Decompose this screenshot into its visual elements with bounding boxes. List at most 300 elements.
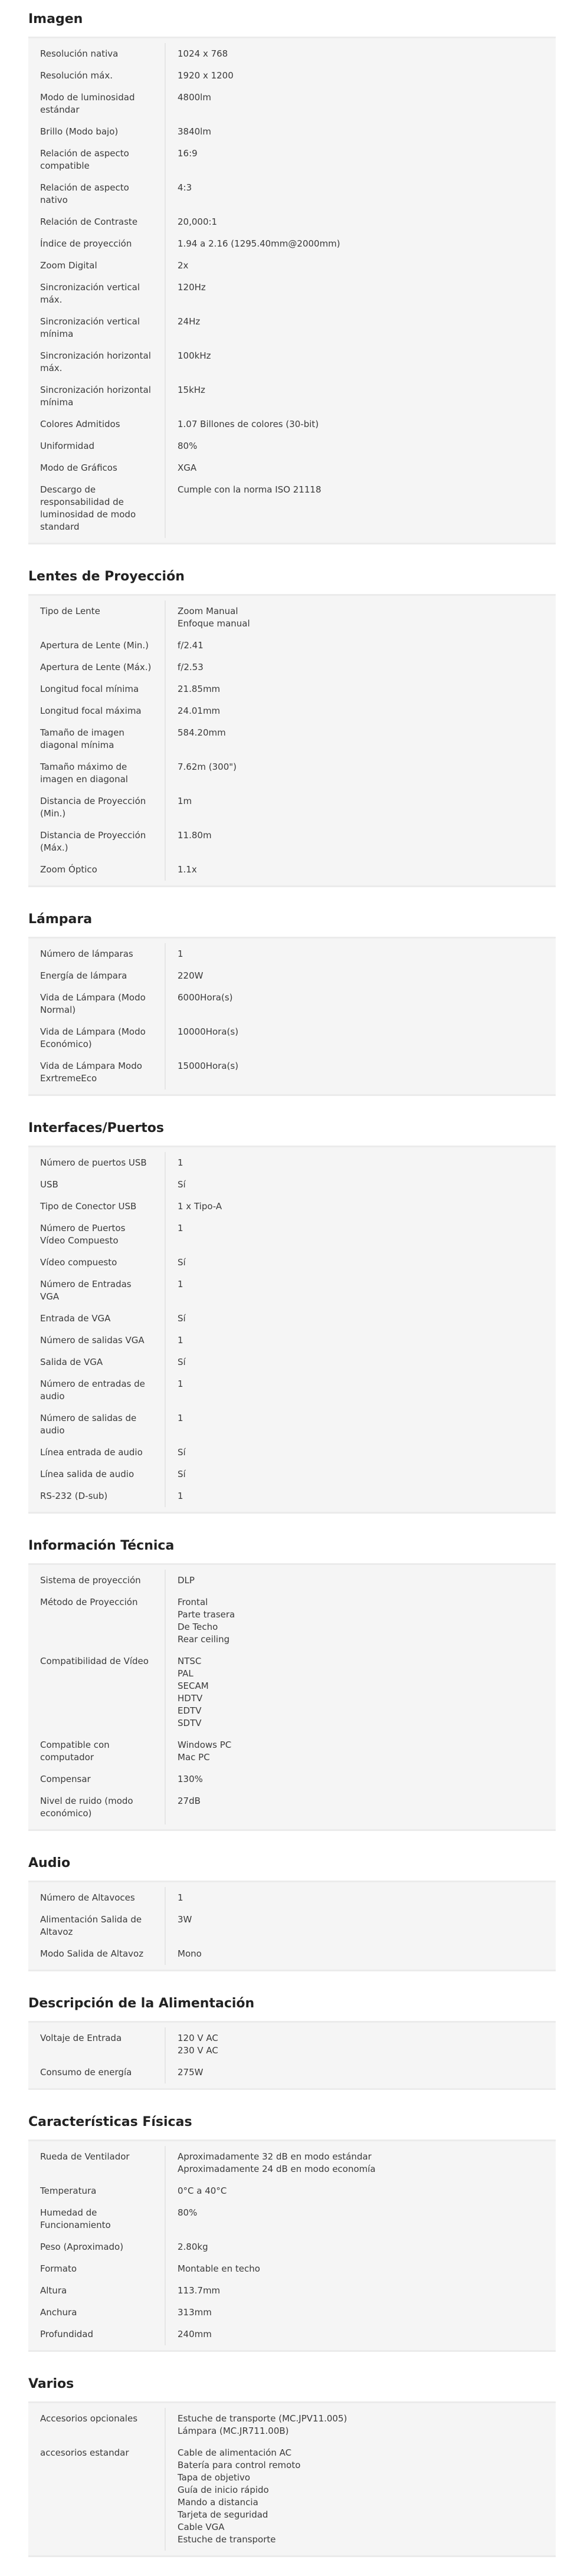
spec-row — [28, 2027, 556, 2062]
spec-row — [28, 1463, 556, 1485]
spec-value-line: 275W — [178, 2067, 204, 2078]
spec-value — [166, 790, 556, 825]
spec-row — [28, 965, 556, 987]
spec-section-lentes-de-proyeccion — [24, 562, 560, 887]
spec-value — [166, 1943, 556, 1965]
spec-row — [28, 1152, 556, 1174]
spec-value-line: 3840lm — [178, 126, 211, 137]
spec-label: Sincronización vertical máx. — [28, 277, 166, 311]
spec-value — [166, 1330, 556, 1351]
spec-value — [166, 1463, 556, 1485]
spec-value — [166, 1274, 556, 1308]
spec-value — [166, 2324, 556, 2345]
spec-row — [28, 479, 556, 538]
spec-value — [166, 700, 556, 722]
spec-value-line: Sí — [178, 1313, 186, 1324]
spec-value — [166, 177, 556, 211]
spec-row — [28, 1887, 556, 1909]
spec-row — [28, 435, 556, 457]
spec-value-line: SDTV — [178, 1718, 202, 1728]
spec-label: Relación de Contraste — [28, 211, 166, 233]
spec-row — [28, 345, 556, 379]
spec-value-line: 80% — [178, 2207, 198, 2218]
spec-value — [166, 479, 556, 538]
spec-value-line: 24Hz — [178, 316, 201, 327]
spec-row — [28, 756, 556, 790]
spec-value-line: 113.7mm — [178, 2285, 221, 2296]
spec-value — [166, 87, 556, 121]
spec-row — [28, 233, 556, 255]
spec-value — [166, 65, 556, 87]
spec-row — [28, 1442, 556, 1463]
spec-row — [28, 255, 556, 277]
spec-value — [166, 635, 556, 657]
spec-label: Línea salida de audio — [28, 1463, 166, 1485]
spec-value — [166, 435, 556, 457]
spec-value — [166, 233, 556, 255]
spec-value-line: Lámpara (MC.JR711.00B) — [178, 2426, 289, 2436]
spec-value-line: Montable en techo — [178, 2263, 260, 2274]
spec-label: Compatible con computador — [28, 1734, 166, 1768]
spec-value-line: Cable de alimentación AC — [178, 2447, 292, 2458]
spec-row — [28, 414, 556, 435]
spec-value-line: Aproximadamente 24 dB en modo economía — [178, 2164, 376, 2174]
spec-label: Uniformidad — [28, 435, 166, 457]
spec-label: Apertura de Lente (Máx.) — [28, 657, 166, 678]
spec-label: Modo Salida de Altavoz — [28, 1943, 166, 1965]
spec-value-line: 1m — [178, 796, 192, 806]
spec-label: Resolución nativa — [28, 43, 166, 65]
spec-value — [166, 1252, 556, 1274]
spec-label: Sincronización horizontal mínima — [28, 379, 166, 414]
spec-row — [28, 2408, 556, 2442]
spec-label: Temperatura — [28, 2180, 166, 2202]
spec-label: Nivel de ruido (modo económico) — [28, 1790, 166, 1824]
spec-row — [28, 678, 556, 700]
spec-value — [166, 2408, 556, 2442]
spec-section-caracteristicas-fisicas — [24, 2108, 560, 2352]
spec-row — [28, 1351, 556, 1373]
spec-value — [166, 255, 556, 277]
spec-label: Energía de lámpara — [28, 965, 166, 987]
spec-value-line: Tapa de objetivo — [178, 2472, 251, 2483]
spec-value — [166, 756, 556, 790]
spec-label: Profundidad — [28, 2324, 166, 2345]
spec-value — [166, 2146, 556, 2180]
spec-value-line: 240mm — [178, 2329, 212, 2339]
spec-label: Salida de VGA — [28, 1351, 166, 1373]
spec-label: Tipo de Lente — [28, 600, 166, 635]
spec-value-line: 130% — [178, 1774, 203, 1784]
spec-value — [166, 1351, 556, 1373]
spec-label: Número de salidas VGA — [28, 1330, 166, 1351]
spec-value — [166, 121, 556, 143]
spec-value — [166, 211, 556, 233]
spec-section-varios — [24, 2370, 560, 2557]
spec-value-line: 15000Hora(s) — [178, 1061, 239, 1071]
spec-label: Descargo de responsabilidad de luminosidad de modo standard — [28, 479, 166, 538]
spec-value-line: 1.1x — [178, 864, 197, 875]
spec-row — [28, 1055, 556, 1090]
spec-row — [28, 1790, 556, 1824]
spec-value-line: Mono — [178, 1948, 202, 1959]
spec-value-line: Frontal — [178, 1597, 208, 1607]
spec-value — [166, 657, 556, 678]
spec-value-line: Guía de inicio rápido — [178, 2485, 269, 2495]
spec-label: Longitud focal mínima — [28, 678, 166, 700]
section-title: Varios — [28, 2377, 74, 2391]
spec-label: Rueda de Ventilador — [28, 2146, 166, 2180]
spec-label: Altura — [28, 2280, 166, 2302]
spec-row — [28, 457, 556, 479]
spec-value-line: Parte trasera — [178, 1609, 235, 1620]
spec-value-line: HDTV — [178, 1693, 203, 1704]
spec-row — [28, 1021, 556, 1055]
spec-row — [28, 43, 556, 65]
spec-row — [28, 987, 556, 1021]
spec-value-line: 1 x Tipo-A — [178, 1201, 222, 1212]
spec-value-line: Sí — [178, 1469, 186, 1479]
spec-row — [28, 2236, 556, 2258]
spec-value — [166, 1650, 556, 1734]
spec-row — [28, 2202, 556, 2236]
spec-row — [28, 1174, 556, 1196]
spec-row — [28, 825, 556, 859]
spec-value-line: Enfoque manual — [178, 618, 250, 629]
spec-value — [166, 311, 556, 345]
spec-label: Vida de Lámpara (Modo Normal) — [28, 987, 166, 1021]
section-title: Características Físicas — [28, 2115, 192, 2129]
spec-label: Número de salidas de audio — [28, 1407, 166, 1442]
spec-label: Zoom Digital — [28, 255, 166, 277]
spec-label: Formato — [28, 2258, 166, 2280]
spec-row — [28, 943, 556, 965]
spec-value-line: f/2.53 — [178, 662, 204, 672]
spec-value-line: 1 — [178, 1223, 183, 1233]
spec-value-line: De Techo — [178, 1622, 218, 1632]
spec-value — [166, 2062, 556, 2083]
spec-label: Relación de aspecto compatible — [28, 143, 166, 177]
spec-label: USB — [28, 1174, 166, 1196]
spec-value-line: NTSC — [178, 1656, 202, 1666]
spec-value-line: 4800lm — [178, 92, 211, 103]
spec-value — [166, 1442, 556, 1463]
spec-value-line: SECAM — [178, 1681, 209, 1691]
spec-section-audio — [24, 1849, 560, 1971]
spec-row — [28, 1252, 556, 1274]
spec-value-line: 11.80m — [178, 830, 212, 841]
spec-table — [28, 2021, 556, 2090]
spec-value-line: PAL — [178, 1668, 193, 1679]
spec-section-interfaces-puertos — [24, 1114, 560, 1514]
spec-value — [166, 1373, 556, 1407]
spec-value — [166, 2442, 556, 2551]
spec-table — [28, 1146, 556, 1514]
spec-label: Tamaño de imagen diagonal mínima — [28, 722, 166, 756]
spec-table — [28, 2139, 556, 2352]
spec-label: Compatibilidad de Vídeo — [28, 1650, 166, 1734]
spec-row — [28, 177, 556, 211]
spec-row — [28, 2180, 556, 2202]
spec-value — [166, 1768, 556, 1790]
spec-value-line: Rear ceiling — [178, 1634, 230, 1645]
spec-row — [28, 2062, 556, 2083]
section-title: Audio — [28, 1856, 71, 1871]
section-title: Descripción de la Alimentación — [28, 1996, 255, 2011]
spec-value-line: 2.80kg — [178, 2242, 208, 2252]
spec-row — [28, 1407, 556, 1442]
spec-row — [28, 1373, 556, 1407]
spec-value — [166, 859, 556, 881]
spec-label: Tipo de Conector USB — [28, 1196, 166, 1218]
spec-value — [166, 1734, 556, 1768]
spec-table — [28, 37, 556, 544]
spec-row — [28, 211, 556, 233]
spec-value-line: 313mm — [178, 2307, 212, 2318]
spec-value — [166, 1055, 556, 1090]
spec-label: Peso (Aproximado) — [28, 2236, 166, 2258]
spec-label: Relación de aspecto nativo — [28, 177, 166, 211]
spec-value-line: Sí — [178, 1357, 186, 1367]
spec-value — [166, 1218, 556, 1252]
spec-value — [166, 1021, 556, 1055]
spec-label: Número de Puertos Vídeo Compuesto — [28, 1218, 166, 1252]
section-title: Lentes de Proyección — [28, 569, 185, 584]
spec-value-line: 1 — [178, 1892, 183, 1903]
spec-value-line: EDTV — [178, 1705, 202, 1716]
spec-value-line: Sí — [178, 1257, 186, 1268]
spec-label: Tamaño máximo de imagen en diagonal — [28, 756, 166, 790]
section-title: Información Técnica — [28, 1538, 175, 1553]
spec-value-line: 2x — [178, 260, 189, 271]
spec-value — [166, 1909, 556, 1943]
spec-label: Anchura — [28, 2302, 166, 2324]
spec-row — [28, 2280, 556, 2302]
spec-value-line: Sí — [178, 1447, 186, 1458]
spec-value-line: Zoom Manual — [178, 606, 238, 616]
spec-value-line: 80% — [178, 441, 198, 451]
spec-label: Vida de Lámpara (Modo Económico) — [28, 1021, 166, 1055]
spec-label: Número de Entradas VGA — [28, 1274, 166, 1308]
spec-value — [166, 1174, 556, 1196]
spec-value — [166, 1407, 556, 1442]
spec-value — [166, 825, 556, 859]
spec-value — [166, 1887, 556, 1909]
spec-table — [28, 1881, 556, 1971]
spec-row — [28, 859, 556, 881]
spec-value-line: Aproximadamente 32 dB en modo estándar — [178, 2151, 372, 2162]
spec-label: Línea entrada de audio — [28, 1442, 166, 1463]
spec-value-line: 15kHz — [178, 385, 205, 395]
spec-section-informacion-tecnica — [24, 1531, 560, 1831]
spec-value — [166, 1196, 556, 1218]
spec-value — [166, 1152, 556, 1174]
spec-value — [166, 2258, 556, 2280]
spec-label: Sistema de proyección — [28, 1570, 166, 1591]
spec-value-line: 10000Hora(s) — [178, 1026, 239, 1037]
spec-value — [166, 345, 556, 379]
spec-value — [166, 2302, 556, 2324]
spec-row — [28, 790, 556, 825]
spec-section-imagen — [24, 5, 560, 544]
spec-label: Compensar — [28, 1768, 166, 1790]
spec-value-line: 24.01mm — [178, 705, 221, 716]
spec-value — [166, 457, 556, 479]
spec-label: Voltaje de Entrada — [28, 2027, 166, 2062]
spec-label: Longitud focal máxima — [28, 700, 166, 722]
spec-value-line: 1 — [178, 1279, 183, 1289]
spec-label: Número de entradas de audio — [28, 1373, 166, 1407]
spec-label: Número de puertos USB — [28, 1152, 166, 1174]
spec-value-line: Mando a distancia — [178, 2497, 258, 2508]
spec-row — [28, 1218, 556, 1252]
spec-label: Accesorios opcionales — [28, 2408, 166, 2442]
spec-row — [28, 1591, 556, 1650]
spec-row — [28, 1650, 556, 1734]
spec-row — [28, 143, 556, 177]
spec-value — [166, 943, 556, 965]
spec-value-line: 220W — [178, 970, 204, 981]
spec-label: Sincronización horizontal máx. — [28, 345, 166, 379]
spec-value-line: 1 — [178, 1335, 183, 1346]
spec-value-line: 1.07 Billones de colores (30-bit) — [178, 419, 319, 429]
spec-value — [166, 379, 556, 414]
spec-row — [28, 2302, 556, 2324]
spec-value — [166, 414, 556, 435]
spec-value-line: Mac PC — [178, 1752, 210, 1763]
spec-row — [28, 722, 556, 756]
spec-value-line: 3W — [178, 1914, 192, 1925]
spec-label: Brillo (Modo bajo) — [28, 121, 166, 143]
spec-row — [28, 1330, 556, 1351]
spec-value-line: 230 V AC — [178, 2045, 218, 2056]
spec-value — [166, 1308, 556, 1330]
spec-value-line: f/2.41 — [178, 640, 204, 651]
spec-table — [28, 594, 556, 887]
spec-row — [28, 277, 556, 311]
spec-value-line: 120 V AC — [178, 2033, 218, 2043]
spec-row — [28, 2146, 556, 2180]
spec-row — [28, 2258, 556, 2280]
spec-value — [166, 2027, 556, 2062]
spec-value — [166, 2280, 556, 2302]
spec-value-line: 1 — [178, 1379, 183, 1389]
spec-value-line: 7.62m (300") — [178, 762, 237, 772]
spec-row — [28, 379, 556, 414]
spec-label: accesorios estandar — [28, 2442, 166, 2551]
spec-label: RS-232 (D-sub) — [28, 1485, 166, 1507]
spec-value-line: 1024 x 768 — [178, 48, 228, 59]
spec-value-line: Batería para control remoto — [178, 2460, 301, 2470]
section-title: Interfaces/Puertos — [28, 1121, 164, 1136]
spec-value — [166, 143, 556, 177]
spec-value-line: Estuche de transporte (MC.JPV11.005) — [178, 2413, 347, 2424]
spec-value — [166, 1485, 556, 1507]
spec-row — [28, 1734, 556, 1768]
spec-value-line: XGA — [178, 462, 197, 473]
spec-row — [28, 657, 556, 678]
spec-section-lampara — [24, 905, 560, 1096]
spec-label: Modo de luminosidad estándar — [28, 87, 166, 121]
spec-value — [166, 2236, 556, 2258]
spec-value-line: Sí — [178, 1179, 186, 1190]
spec-value-line: Windows PC — [178, 1740, 232, 1750]
spec-row — [28, 2442, 556, 2551]
spec-row — [28, 1274, 556, 1308]
spec-label: Distancia de Proyección (Máx.) — [28, 825, 166, 859]
spec-value-line: 1.94 a 2.16 (1295.40mm@2000mm) — [178, 238, 340, 249]
spec-value-line: 0°C a 40°C — [178, 2186, 227, 2196]
spec-value-line: 1920 x 1200 — [178, 70, 234, 81]
spec-value-line: 16:9 — [178, 148, 198, 159]
spec-label: Método de Proyección — [28, 1591, 166, 1650]
spec-row — [28, 635, 556, 657]
spec-value — [166, 1570, 556, 1591]
spec-label: Distancia de Proyección (Min.) — [28, 790, 166, 825]
spec-label: Modo de Gráficos — [28, 457, 166, 479]
spec-row — [28, 1768, 556, 1790]
spec-value — [166, 277, 556, 311]
spec-label: Consumo de energía — [28, 2062, 166, 2083]
section-title: Lámpara — [28, 912, 93, 927]
spec-row — [28, 311, 556, 345]
spec-row — [28, 1485, 556, 1507]
spec-label: Número de lámparas — [28, 943, 166, 965]
spec-value — [166, 2202, 556, 2236]
spec-label: Humedad de Funcionamiento — [28, 2202, 166, 2236]
spec-label: Vida de Lámpara Modo ExrtremeEco — [28, 1055, 166, 1090]
spec-value — [166, 1790, 556, 1824]
spec-row — [28, 600, 556, 635]
spec-value — [166, 2180, 556, 2202]
spec-label: Vídeo compuesto — [28, 1252, 166, 1274]
spec-value-line: 1 — [178, 1491, 183, 1501]
spec-value-line: Cable VGA — [178, 2522, 225, 2532]
spec-value-line: 6000Hora(s) — [178, 992, 233, 1003]
spec-label: Apertura de Lente (Min.) — [28, 635, 166, 657]
spec-row — [28, 700, 556, 722]
spec-value-line: 27dB — [178, 1796, 201, 1806]
spec-row — [28, 1570, 556, 1591]
spec-value — [166, 722, 556, 756]
spec-row — [28, 1196, 556, 1218]
spec-value-line: 120Hz — [178, 282, 206, 293]
spec-value-line: 584.20mm — [178, 727, 226, 738]
spec-label: Número de Altavoces — [28, 1887, 166, 1909]
spec-table — [28, 1563, 556, 1831]
spec-value-line: Tarjeta de seguridad — [178, 2509, 268, 2520]
spec-label: Resolución máx. — [28, 65, 166, 87]
spec-value — [166, 678, 556, 700]
spec-value — [166, 43, 556, 65]
spec-value-line: 1 — [178, 949, 183, 959]
spec-value-line: 20,000:1 — [178, 216, 218, 227]
spec-label: Zoom Óptico — [28, 859, 166, 881]
spec-value — [166, 987, 556, 1021]
spec-label: Entrada de VGA — [28, 1308, 166, 1330]
spec-value — [166, 965, 556, 987]
spec-table — [28, 937, 556, 1096]
spec-value-line: Estuche de transporte — [178, 2534, 276, 2545]
spec-row — [28, 121, 556, 143]
spec-value-line: DLP — [178, 1575, 195, 1586]
spec-row — [28, 87, 556, 121]
spec-label: Índice de proyección — [28, 233, 166, 255]
spec-value — [166, 1591, 556, 1650]
spec-row — [28, 2324, 556, 2345]
spec-value-line: Cumple con la norma ISO 21118 — [178, 484, 321, 495]
spec-value-line: 21.85mm — [178, 684, 221, 694]
